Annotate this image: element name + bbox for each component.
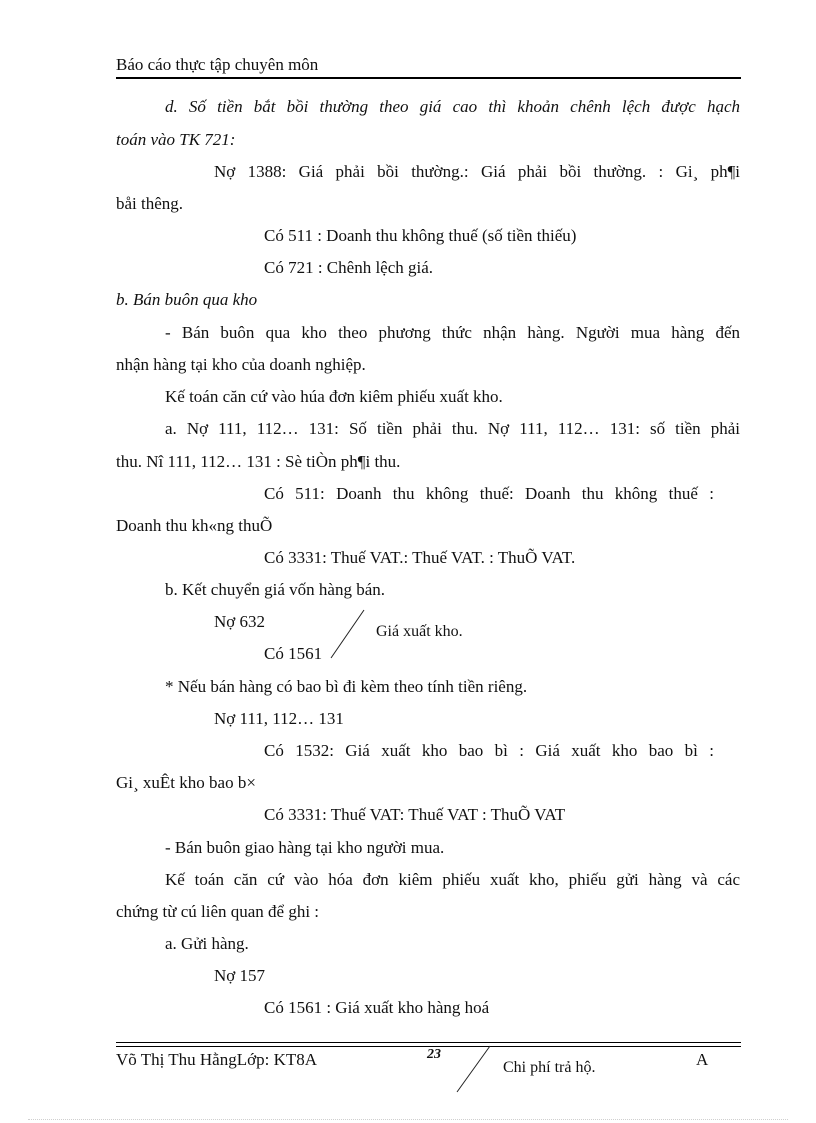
journal-credit: Có 1561 : Giá xuất kho hàng hoá: [264, 998, 490, 1017]
footer-author: Võ Thị Thu HằngLớp: KT8A: [116, 1050, 318, 1069]
footer-overlay-text: Chi phí trả hộ.: [503, 1059, 596, 1076]
paragraph-line: nhận hàng tại kho của doanh nghiệp.: [116, 355, 366, 374]
paragraph-line: Có 511: Doanh thu không thuế: Doanh thu không thuế :: [264, 484, 714, 503]
footer-tail: A: [696, 1050, 709, 1069]
paragraph-line: Có 1532: Giá xuất kho bao bì : Giá xuất kho bao bì :: [264, 741, 714, 760]
paragraph-line: toán vào TK 721:: [116, 130, 236, 149]
paragraph-line: Có 3331: Thuế VAT.: Thuế VAT. : ThuÕ VAT.: [264, 548, 576, 567]
page-bottom-dotted-rule: [28, 1119, 788, 1120]
paragraph-line: Gi¸ xuÊt kho bao b×: [116, 773, 256, 792]
paragraph-line: Doanh thu kh«ng thuÕ: [116, 516, 273, 535]
paragraph-line: båi thêng.: [116, 194, 184, 213]
footer-rule-top: [116, 1042, 741, 1043]
paragraph-line: Kế toán căn cứ vào hóa đơn kiêm phiếu xuất kho, phiếu gửi hàng và các: [165, 870, 740, 889]
paragraph-line: Có 721 : Chênh lệch giá.: [264, 258, 434, 277]
paragraph-line: thu. Nî 111, 112… 131 : Sè tiÒn ph¶i thu.: [116, 452, 401, 471]
page-number: 23: [427, 1047, 441, 1062]
paragraph-line: Nợ 1388: Giá phải bồi thường.: Giá phải bồi thường. : Gi¸ ph¶i: [214, 162, 740, 181]
journal-diagonal: [328, 608, 368, 660]
paragraph-line: Nợ 111, 112… 131: [214, 709, 344, 728]
paragraph-line: - Bán buôn giao hàng tại kho người mua.: [165, 838, 445, 857]
paragraph-line: - Bán buôn qua kho theo phương thức nhận hàng. Người mua hàng đến: [165, 323, 740, 342]
journal-debit: Nợ 632: [214, 612, 266, 631]
journal-note: Giá xuất kho.: [376, 623, 463, 640]
paragraph-line: chứng từ cú liên quan để ghi :: [116, 902, 320, 921]
paragraph-line: * Nếu bán hàng có bao bì đi kèm theo tính tiền riêng.: [165, 677, 528, 696]
header-rule: [116, 77, 741, 79]
paragraph-line: a. Gửi hàng.: [165, 934, 249, 953]
section-heading: b. Bán buôn qua kho: [116, 290, 258, 309]
journal-credit: Có 1561: [264, 644, 323, 663]
paragraph-line: Có 3331: Thuế VAT: Thuế VAT : ThuÕ VAT: [264, 805, 566, 824]
paragraph-line: Kế toán căn cứ vào húa đơn kiêm phiếu xuất kho.: [165, 387, 503, 406]
paragraph-line: b. Kết chuyển giá vốn hàng bán.: [165, 580, 385, 599]
paragraph-line: Có 511 : Doanh thu không thuế (số tiền thiếu): [264, 226, 577, 245]
paragraph-line: d. Số tiền bắt bồi thường theo giá cao thì khoản chênh lệch được hạch: [165, 97, 740, 116]
paragraph-line: a. Nợ 111, 112… 131: Số tiền phải thu. Nợ 111, 112… 131: số tiền phải: [165, 419, 740, 438]
footer-diagonal: [454, 1044, 494, 1096]
journal-debit: Nợ 157: [214, 966, 266, 985]
page-header-title: Báo cáo thực tập chuyên môn: [116, 55, 319, 74]
